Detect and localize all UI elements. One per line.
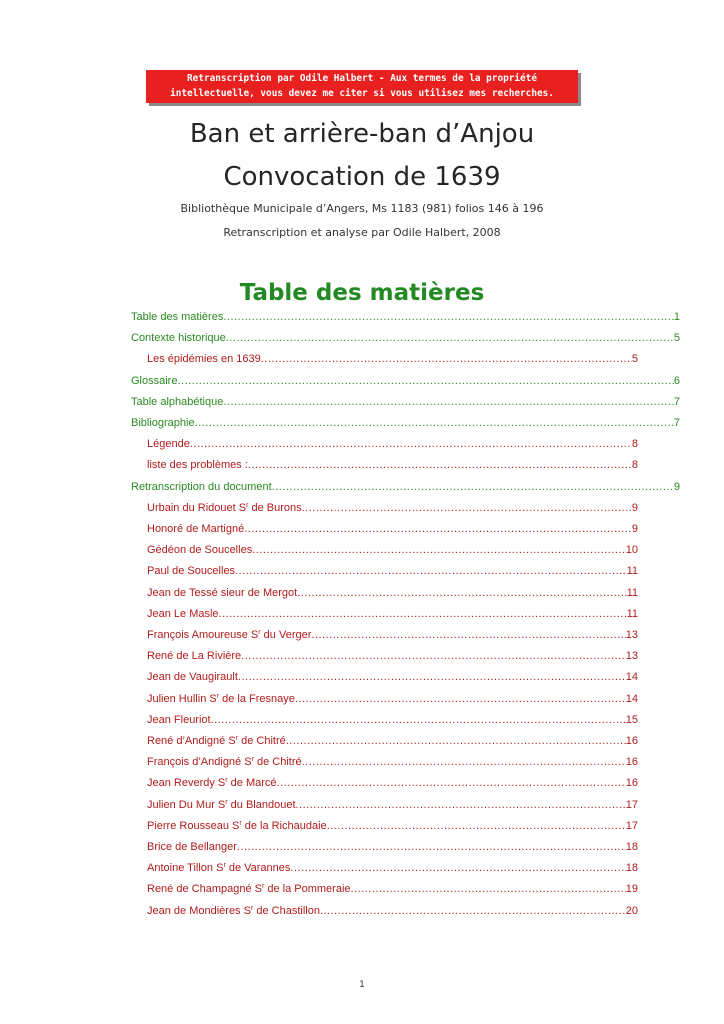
toc-dot-leader xyxy=(226,330,674,346)
toc-entry-title: Julien Du Mur $S^r$ du Blandouet xyxy=(147,798,296,811)
toc-dot-leader xyxy=(244,521,632,537)
toc-entry-page: 9 xyxy=(673,480,680,493)
banner-line-1: Retranscription par Odile Halbert - Aux termes de la propriété xyxy=(187,73,537,84)
toc-entry[interactable] xyxy=(147,733,638,749)
toc-entry-page: 5 xyxy=(673,332,680,345)
source-reference: Bibliothèque Municipale d’Angers, Ms 1183 (981) folios 146 à 196 xyxy=(180,202,544,215)
toc-entry-title: Gédéon de Soucelles xyxy=(147,544,253,557)
toc-dot-leader xyxy=(223,394,674,410)
toc-entry-title: Urbain du Ridouet $S^r$ de Burons xyxy=(147,501,302,514)
toc-entry-page: 14 xyxy=(625,692,638,705)
toc-entry-title: liste des problèmes : xyxy=(147,459,248,472)
toc-entry-title-superscript: r xyxy=(261,883,265,891)
document-title-line-1: Ban et arrière-ban d’Anjou xyxy=(189,119,535,149)
toc-dot-leader xyxy=(211,712,626,728)
toc-entry-page: 16 xyxy=(625,777,638,790)
toc-entry-title: Jean Fleuriot xyxy=(147,713,211,726)
toc-entry[interactable] xyxy=(147,669,638,685)
toc-dot-leader xyxy=(241,648,626,664)
toc-entry-page: 13 xyxy=(625,629,638,641)
toc-entry-title: Jean Le Masle xyxy=(147,607,219,620)
toc-entry[interactable] xyxy=(147,797,638,813)
author-credit: Retranscription et analyse par Odile Halbert, 2008 xyxy=(223,226,501,239)
toc-entry-page: 19 xyxy=(625,883,638,896)
toc-entry-title: René d’Andigné $S^r$ de Chitré xyxy=(147,735,286,747)
toc-entry[interactable] xyxy=(131,415,680,431)
toc-entry-title-superscript: r xyxy=(251,756,254,764)
toc-entry-title-superscript: r xyxy=(225,798,228,806)
toc-entry[interactable] xyxy=(147,881,638,897)
toc-entry-title: Brice de Bellanger xyxy=(147,841,237,853)
toc-entry[interactable] xyxy=(147,860,638,876)
toc-entry-title: Glossaire xyxy=(131,374,178,387)
toc-dot-leader xyxy=(320,903,626,919)
toc-dot-leader xyxy=(295,691,626,707)
page-number: 1 xyxy=(359,980,365,990)
toc-dot-leader xyxy=(290,860,625,876)
toc-entry-page: 9 xyxy=(631,501,638,514)
toc-dot-leader xyxy=(238,669,626,685)
document-title-line-2: Convocation de 1639 xyxy=(223,162,501,192)
toc-dot-leader xyxy=(351,881,626,897)
toc-entry-title: Bibliographie xyxy=(131,417,195,429)
toc-dot-leader xyxy=(272,479,674,495)
toc-entry-page: 15 xyxy=(625,713,638,726)
toc-entry-page: 8 xyxy=(631,438,638,451)
toc-entry[interactable] xyxy=(147,775,638,791)
toc-entry-title: Jean de Mondières $S^r$ de Chastillon xyxy=(147,904,320,917)
toc-entry[interactable] xyxy=(147,691,638,707)
toc-dot-leader xyxy=(248,457,632,473)
toc-entry[interactable] xyxy=(147,500,638,516)
toc-entry[interactable] xyxy=(147,627,638,643)
toc-entry-title-superscript: r xyxy=(216,692,220,700)
toc-dot-leader xyxy=(252,542,626,558)
toc-entry-page: 7 xyxy=(673,395,680,408)
toc-entry[interactable] xyxy=(147,712,638,728)
toc-entry-title: Antoine Tillon $S^r$ de Varannes xyxy=(147,862,291,875)
toc-entry[interactable] xyxy=(147,436,638,452)
toc-entry-page: 16 xyxy=(625,756,638,769)
toc-entry[interactable] xyxy=(131,479,680,495)
toc-entry-title: Pierre Rousseau $S^r$ de la Richaudaie xyxy=(147,819,327,832)
toc-entry[interactable] xyxy=(147,606,638,622)
toc-entry-title: Contexte historique xyxy=(131,332,226,345)
toc-dot-leader xyxy=(311,627,625,643)
toc-entry-title: René de La Rivière xyxy=(147,650,242,663)
toc-entry-title-superscript: r xyxy=(223,862,226,870)
toc-entry[interactable] xyxy=(147,903,638,919)
toc-entry-title: François Amoureuse $S^r$ du Verger xyxy=(147,629,312,641)
toc-entry-title-superscript: r xyxy=(258,629,261,636)
toc-dot-leader xyxy=(223,309,674,325)
toc-entry-title: Julien Hullin $S^r$ de la Fresnaye xyxy=(147,692,295,705)
toc-entry-page: 7 xyxy=(673,417,680,429)
toc-dot-leader xyxy=(296,797,626,813)
toc-entry-title: Jean de Tessé sieur de Mergot xyxy=(147,586,298,599)
toc-entry[interactable] xyxy=(147,648,638,664)
toc-entry-page: 20 xyxy=(625,904,638,917)
toc-entry[interactable] xyxy=(147,818,638,834)
toc-entry-title: Honoré de Martigné xyxy=(147,523,245,535)
toc-entry-page: 9 xyxy=(631,523,638,535)
toc-dot-leader xyxy=(261,351,632,367)
toc-entry[interactable] xyxy=(131,373,680,389)
banner-line-2: intellectuelle, vous devez me citer si vous utilisez mes recherches. xyxy=(170,88,554,99)
toc-dot-leader xyxy=(190,436,632,452)
toc-entry-page: 11 xyxy=(626,586,638,599)
toc-dot-leader xyxy=(177,373,673,389)
toc-entry-title: Retranscription du document xyxy=(131,480,272,493)
toc-dot-leader xyxy=(277,775,626,791)
toc-entry[interactable] xyxy=(131,330,680,346)
toc-entry-page: 14 xyxy=(625,671,638,684)
toc-entry-page: 13 xyxy=(625,650,638,663)
toc-entry-page: 16 xyxy=(625,735,638,747)
toc-entry-title-superscript: r xyxy=(250,904,254,912)
toc-dot-leader xyxy=(302,754,626,770)
toc-dot-leader xyxy=(219,606,627,622)
toc-entry[interactable] xyxy=(147,542,638,558)
toc-entry[interactable] xyxy=(147,351,638,367)
toc-entry-page: 10 xyxy=(625,544,638,557)
toc-entry-title-superscript: r xyxy=(235,735,239,742)
toc-entry-page: 5 xyxy=(631,353,638,366)
toc-entry-title: Table alphabétique xyxy=(131,395,224,408)
toc-dot-leader xyxy=(195,415,674,431)
toc-entry-page: 8 xyxy=(631,459,638,472)
toc-entry-title-superscript: r xyxy=(239,819,242,827)
toc-entry-title: René de Champagné $S^r$ de la Pommeraie xyxy=(147,883,351,896)
toc-dot-leader xyxy=(235,563,627,579)
toc-entry[interactable] xyxy=(131,394,680,410)
toc-entry[interactable] xyxy=(147,839,638,855)
toc-entry-title: Les épidémies en 1639 xyxy=(147,353,261,366)
copyright-banner xyxy=(146,70,578,103)
toc-entry-page: 17 xyxy=(625,798,638,811)
toc-entry[interactable] xyxy=(147,754,638,770)
toc-entry-title: Jean Reverdy $S^r$ de Marcé xyxy=(147,777,277,790)
toc-entry-title-superscript: r xyxy=(246,501,249,509)
toc-entry-title: Jean de Vaugirault xyxy=(147,671,238,684)
toc-entry-page: 11 xyxy=(626,607,638,620)
toc-entry-page: 18 xyxy=(625,862,638,875)
toc-entry-page: 6 xyxy=(673,374,680,387)
toc-dot-leader xyxy=(237,839,626,855)
toc-entry[interactable] xyxy=(147,521,638,537)
toc-dot-leader xyxy=(327,818,626,834)
toc-entry-title-superscript: r xyxy=(225,777,228,785)
toc-entry-page: 11 xyxy=(626,565,638,578)
toc-entry[interactable] xyxy=(131,309,680,325)
toc-entry-page: 18 xyxy=(625,841,638,853)
toc-entry[interactable] xyxy=(147,585,638,601)
toc-entry-title: François d’Andigné $S^r$ de Chitré xyxy=(147,756,302,769)
toc-entry-page: 1 xyxy=(673,311,680,323)
toc-dot-leader xyxy=(286,733,626,749)
toc-dot-leader xyxy=(297,585,626,601)
toc-entry-page: 17 xyxy=(625,819,638,832)
toc-entry[interactable] xyxy=(147,457,638,473)
toc-entry[interactable] xyxy=(147,563,638,579)
toc-entry-title: Table des matières xyxy=(131,311,224,323)
toc-heading: Table des matières xyxy=(239,280,485,306)
toc-dot-leader xyxy=(302,500,632,516)
toc-entry-title: Paul de Soucelles xyxy=(147,565,236,578)
toc-entry-title: Légende xyxy=(147,438,190,451)
